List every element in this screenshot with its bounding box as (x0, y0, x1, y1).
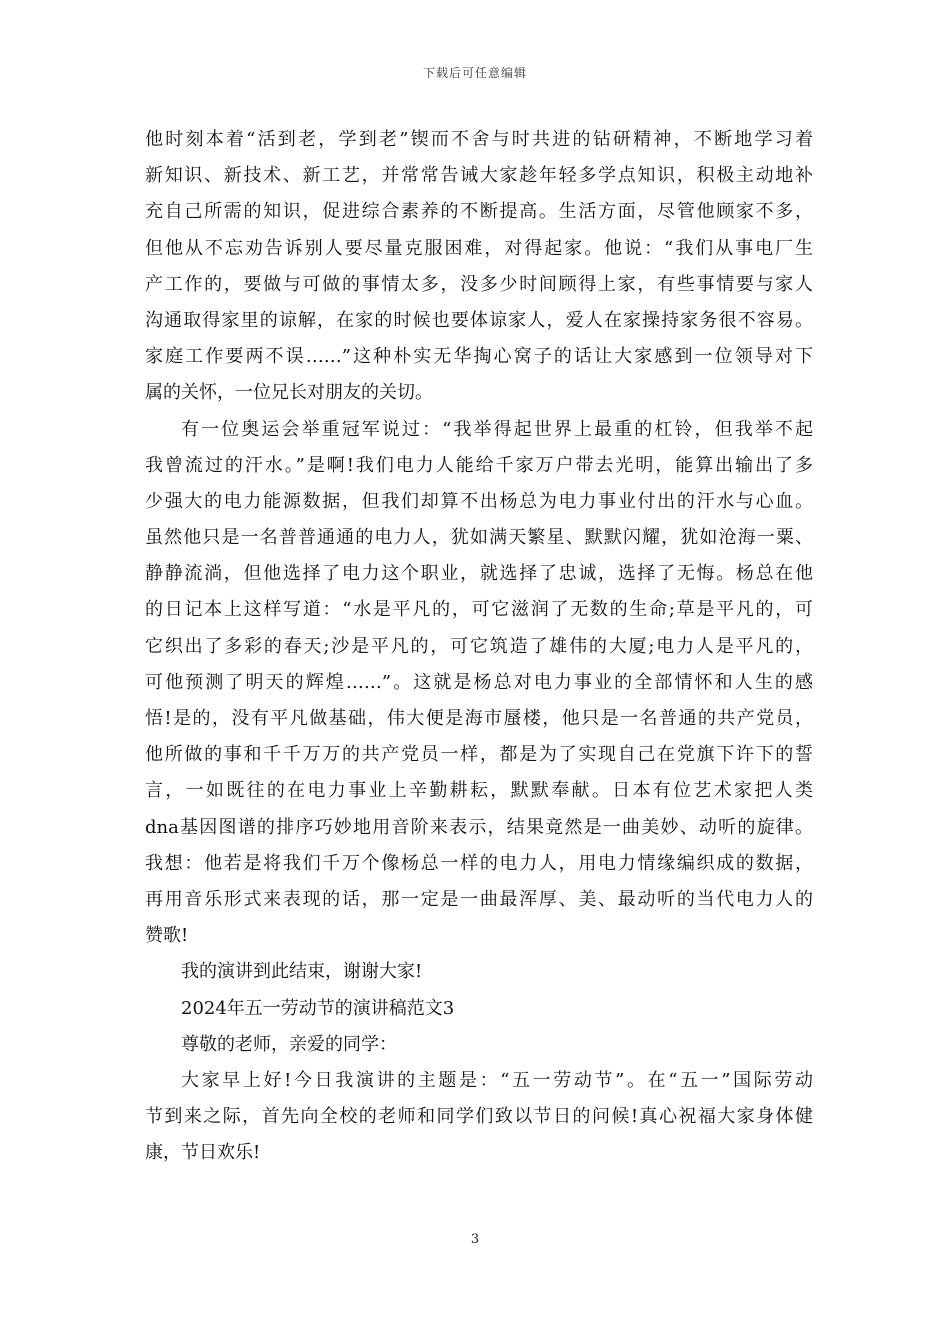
paragraph-line: 产工作的，要做与可做的事情太多，没多少时间顾得上家，有些事情要与家人 (145, 273, 813, 295)
paragraph-line: 静静流淌，但他选择了电力这个职业，就选择了忠诚，选择了无悔。杨总在他 (145, 563, 813, 585)
paragraph-line: 少强大的电力能源数据，但我们却算不出杨总为电力事业付出的汗水与心血。 (145, 490, 813, 512)
paragraph-line: 赞歌! (145, 925, 189, 947)
paragraph-line: 大家早上好!今日我演讲的主题是：“五一劳动节”。在“五一”国际劳动 (181, 1069, 813, 1091)
paragraph-line: 充自己所需的知识，促进综合素养的不断提高。生活方面，尽管他顾家不多， (145, 201, 813, 223)
paragraph-line: 节到来之际，首先向全校的老师和同学们致以节日的问候!真心祝福大家身体健 (145, 1106, 813, 1128)
paragraph-line: 他时刻本着“活到老，学到老”锲而不舍与时共进的钻研精神，不断地学习着 (145, 129, 813, 150)
paragraph-line: 他所做的事和千千万万的共产党员一样，都是为了实现自己在党旗下许下的誓 (145, 744, 813, 766)
paragraph-line: 有一位奥运会举重冠军说过：“我举得起世界上最重的杠铃，但我举不起 (181, 418, 813, 440)
paragraph-line: 康，节日欢乐! (145, 1142, 261, 1164)
paragraph-line: 我曾流过的汗水。”是啊!我们电力人能给千家万户带去光明，能算出输出了多 (145, 454, 813, 476)
paragraph-line: 虽然他只是一名普普通通的电力人，犹如满天繁星、默默闪耀，犹如沧海一粟、 (145, 527, 813, 549)
paragraph-line: 再用音乐形式来表现的话，那一定是一曲最浑厚、美、最动听的当代电力人的 (145, 888, 813, 910)
paragraph-line: 悟!是的，没有平凡做基础，伟大便是海市蜃楼，他只是一名普通的共产党员， (145, 708, 813, 729)
salutation: 尊敬的老师，亲爱的同学： (181, 1033, 397, 1055)
page-number: 3 (470, 1232, 480, 1247)
paragraph-line: dna基因图谱的排序巧妙地用音阶来表示，结果竟然是一曲美妙、动听的旋律。 (145, 816, 813, 838)
paragraph-line: 的日记本上这样写道：“水是平凡的，可它滋润了无数的生命;草是平凡的，可 (145, 599, 813, 621)
paragraph-line: 言，一如既往的在电力事业上辛勤耕耘，默默奉献。日本有位艺术家把人类 (145, 780, 813, 802)
paragraph-line: 沟通取得家里的谅解，在家的时候也要体谅家人，爱人在家操持家务很不容易。 (145, 309, 813, 331)
section-heading: 2024年五一劳动节的演讲稿范文3 (181, 997, 455, 1019)
paragraph-line: 但他从不忘劝告诉别人要尽量克服困难，对得起家。他说：“我们从事电厂生 (145, 237, 813, 259)
paragraph-line: 它织出了多彩的春天;沙是平凡的，可它筑造了雄伟的大厦;电力人是平凡的， (145, 635, 813, 657)
paragraph-line: 可他预测了明天的辉煌……”。这就是杨总对电力事业的全部情怀和人生的感 (145, 671, 813, 693)
paragraph-line: 属的关怀，一位兄长对朋友的关切。 (145, 382, 433, 404)
paragraph-line: 新知识、新技术、新工艺，并常常告诫大家趁年轻多学点知识，积极主动地补 (145, 165, 813, 187)
paragraph-line: 家庭工作要两不误……”这种朴实无华掏心窝子的话让大家感到一位领导对下 (145, 346, 813, 368)
paragraph-line: 我想：他若是将我们千万个像杨总一样的电力人，用电力情缘编织成的数据， (145, 852, 813, 874)
page-header: 下载后可任意编辑 (422, 66, 527, 80)
document-body (145, 122, 813, 1171)
paragraph-line: 我的演讲到此结束，谢谢大家! (181, 961, 423, 983)
